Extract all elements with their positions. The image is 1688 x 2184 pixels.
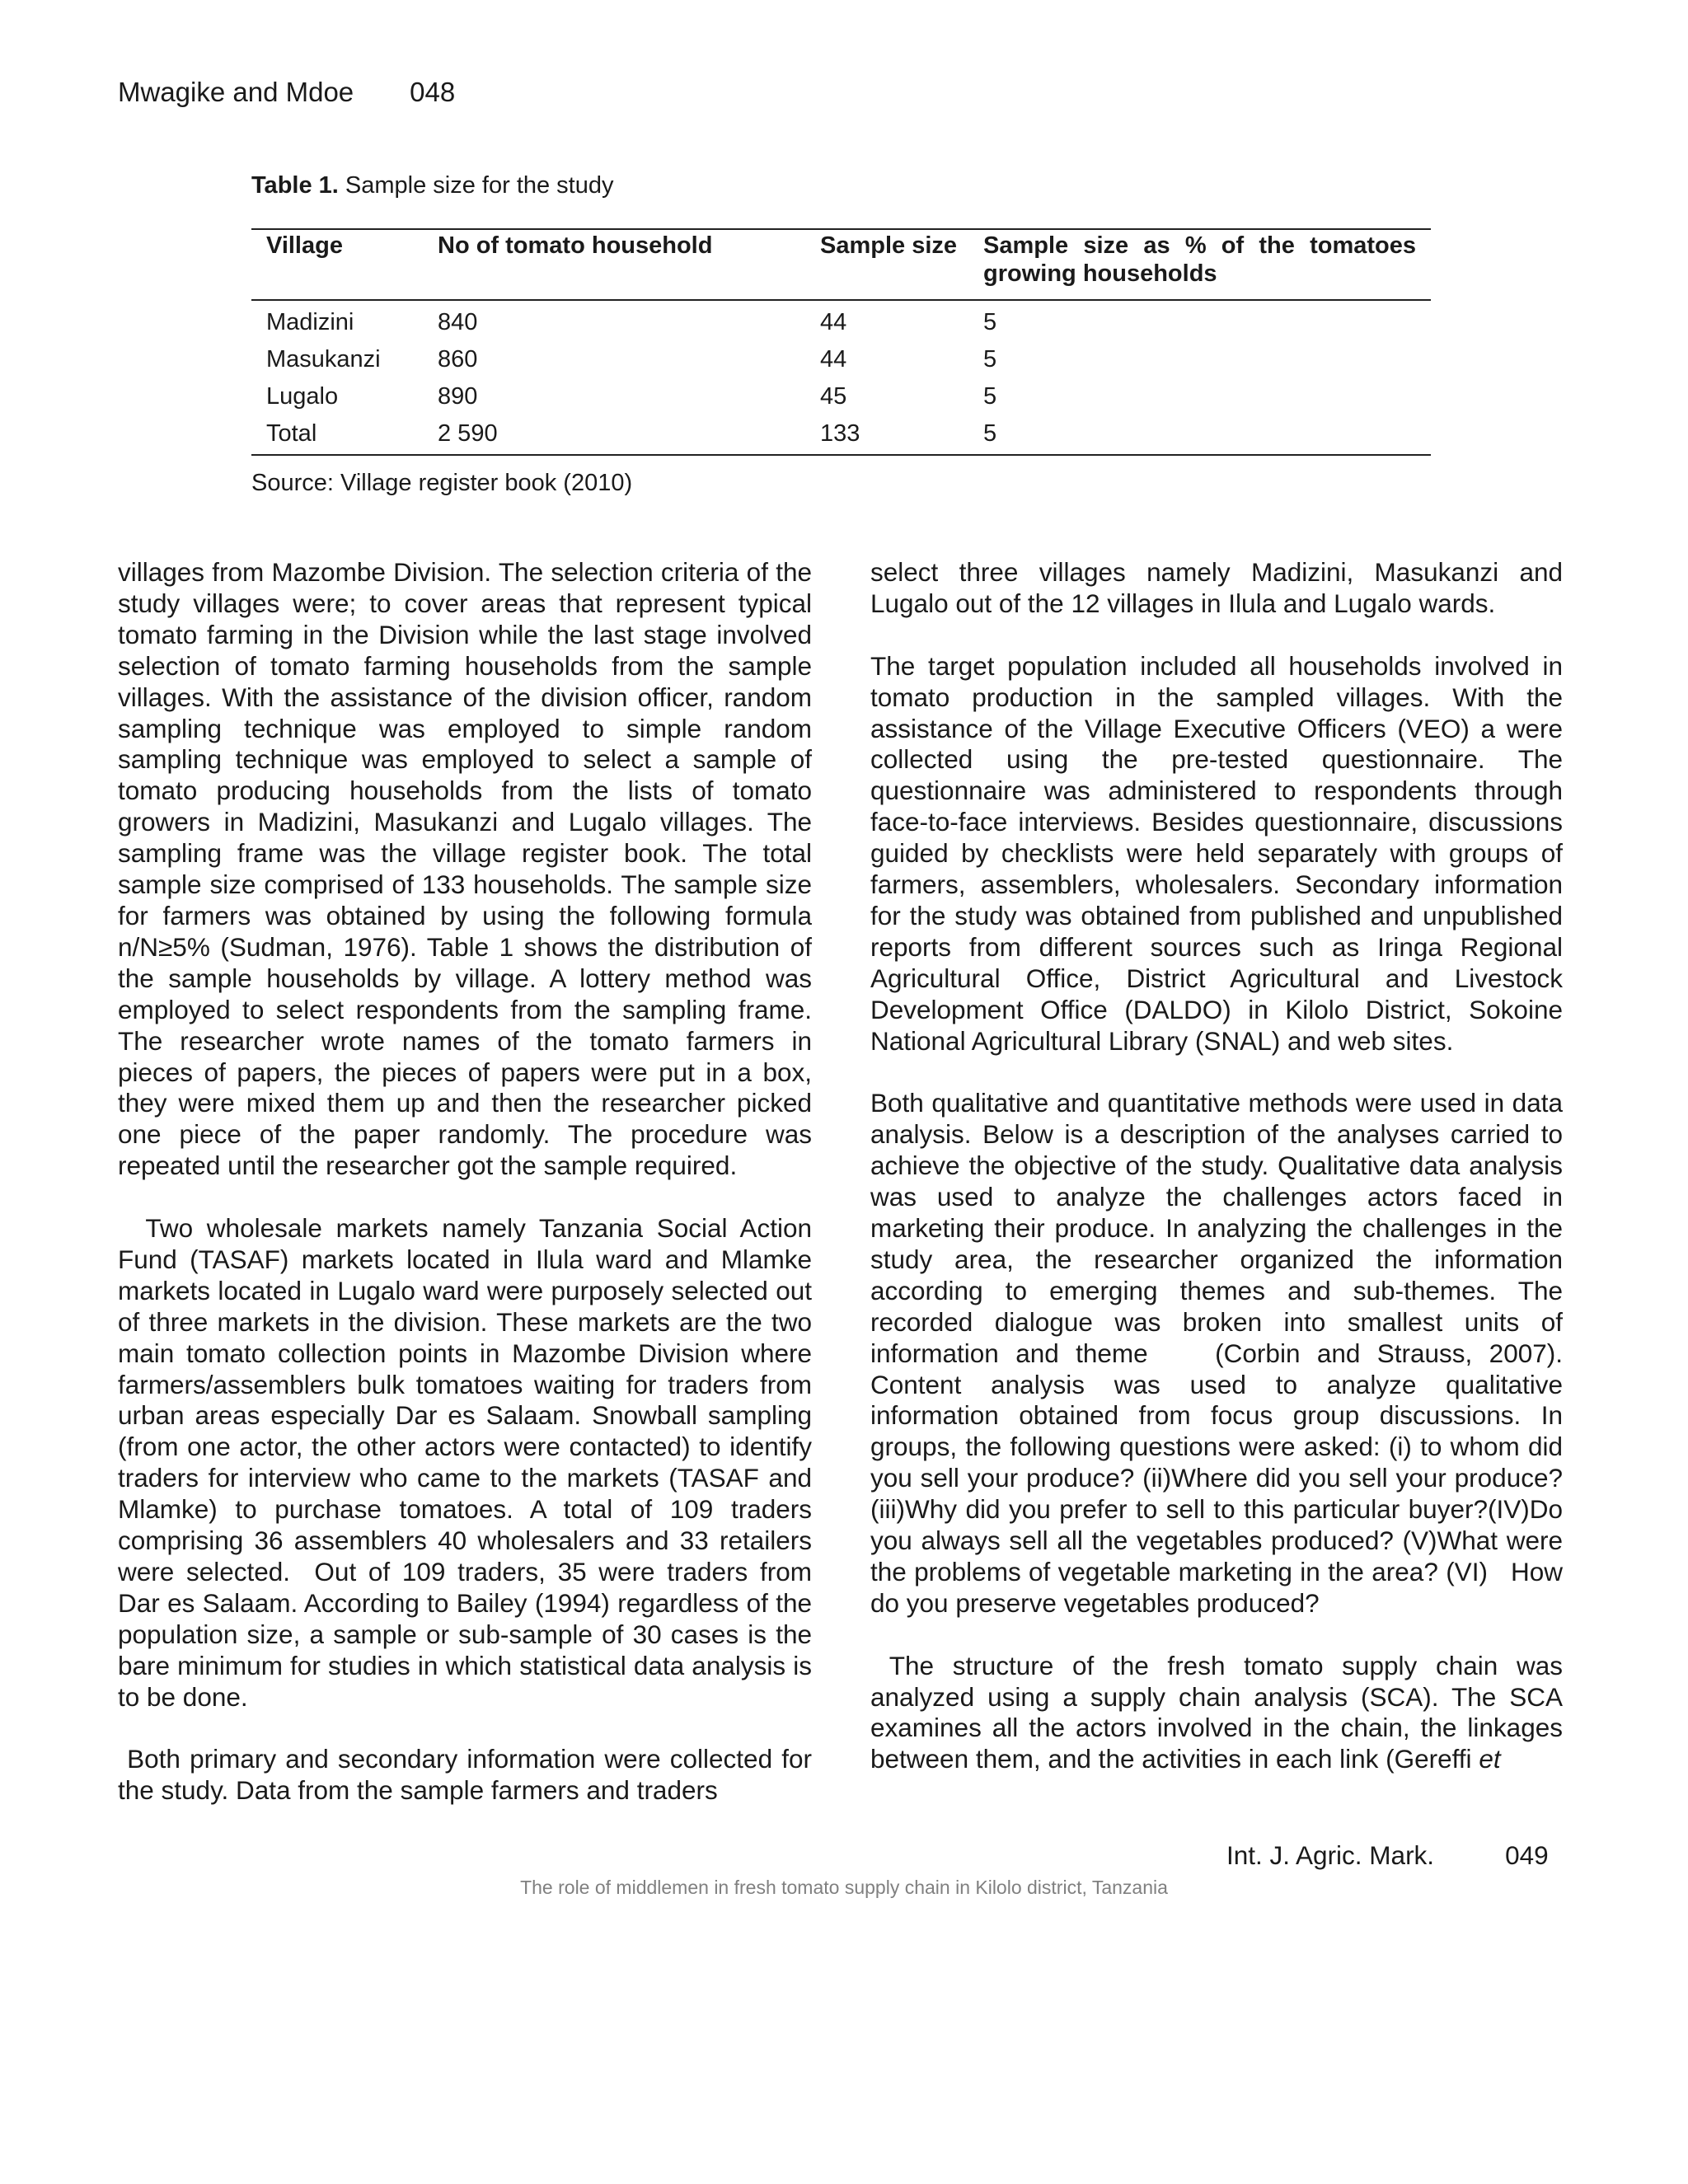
cell-percent: 5 — [983, 383, 997, 410]
cell-sample: 44 — [820, 309, 847, 335]
cell-households: 2 590 — [423, 415, 805, 455]
sample-size-table — [251, 228, 1431, 456]
cell-percent: 5 — [983, 309, 997, 335]
right-column — [870, 557, 1570, 1775]
header-authors: Mwagike and Mdoe — [118, 77, 354, 107]
body-paragraph: Both qualitative and quantitative methods were used in data analysis. Below is a description of the analyses carried to achieve the objective of the study. Qualitative data analysis was used to analyze the challenges actors faced in marketing their produce. In analyzing the challenges in the study area, the researcher organized the information according to emerging themes and sub-themes. The recorded dialogue was broken into smallest units of information and theme (Corbin and Strauss, 2007). Content analysis was used to analyze qualitative information obtained from focus group discussions. In groups, the following questions were asked: (i) to whom did you sell your produce? (ii)Where did you sell your produce? (iii)Why did you prefer to sell to this particular buyer?(IV)Do you always sell all the vegetables produced? (V)What were the problems of vegetable marketing in the area? (VI) How do you preserve vegetables produced? — [870, 1088, 1570, 1618]
cell-village: Masukanzi — [266, 346, 381, 373]
footer-page-number: 049 — [1505, 1840, 1549, 1870]
body-paragraph-last — [870, 1650, 1570, 1776]
table-source: Source: Village register book (2010) — [251, 470, 633, 496]
header-page-number: 048 — [410, 77, 456, 107]
body-paragraph: villages from Mazombe Division. The selection criteria of the study villages were; to cover areas that represent typical tomato farming in the Division while the last stage involved selection of tomato farming households from the sample villages. With the assistance of the division officer, random sampling technique was employed to simple random sampling technique was employed to select a sample of tomato producing households from the lists of tomato growers in Madizini, Masukanzi and Lugalo villages. The sampling frame was the village register book. The total sample size comprised of 133 households. The sample size for farmers was obtained by using the following formula n/N≥5% (Sudman, 1976). Table 1 shows the distribution of the sample households by village. A lottery method was employed to select respondents from the sampling frame. The researcher wrote names of the tomato farmers in pieces of papers, the pieces of papers were put in a box, they were mixed them up and then the researcher picked one piece of the paper randomly. The procedure was repeated until the researcher got the sample required. — [118, 557, 812, 1181]
table-row — [251, 415, 1431, 455]
page-header — [118, 76, 455, 109]
cell-households: 840 — [438, 309, 478, 335]
journal-footer — [1226, 1840, 1549, 1871]
header-sample-size: Sample size — [805, 229, 968, 300]
cell-village: Lugalo — [266, 383, 339, 410]
footer-journal: Int. J. Agric. Mark. — [1226, 1840, 1435, 1870]
cell-percent: 5 — [968, 415, 1431, 455]
cell-households: 860 — [438, 346, 478, 373]
body-paragraph: select three villages namely Madizini, Masukanzi and Lugalo out of the 12 villages in Ilula and Lugalo wards. — [870, 557, 1563, 618]
cell-percent: 5 — [983, 346, 997, 373]
table-row — [251, 300, 1431, 341]
cell-sample: 133 — [805, 415, 968, 455]
body-paragraph: Two wholesale markets namely Tanzania Social Action Fund (TASAF) markets located in Ilula ward and Mlamke markets located in Lugalo ward were purposely selected out of three markets in the division. These markets are the two main tomato collection points in Mazombe Division where farmers/assemblers bulk tomatoes waiting for traders from urban areas especially Dar es Salaam. Snowball sampling (from one actor, the other actors were contacted) to identify traders for interview who came to the markets (TASAF and Mlamke) to purchase tomatoes. A total of 109 traders comprising 36 assemblers 40 wholesalers and 33 retailers were selected. Out of 109 traders, 35 were traders from Dar es Salaam. According to Bailey (1994) regardless of the population size, a sample or sub-sample of 30 cases is the bare minimum for studies in which statistical data analysis is to be done. — [118, 1213, 819, 1712]
italic-et: et — [1479, 1744, 1501, 1774]
table-row — [251, 378, 1431, 415]
header-village: Village — [251, 229, 423, 300]
table-caption-label: Table 1. — [251, 172, 339, 199]
table-caption — [251, 171, 614, 200]
table-row — [251, 341, 1431, 378]
cell-sample: 44 — [820, 346, 847, 373]
running-title: The role of middlemen in fresh tomato supply chain in Kilolo district, Tanzania — [520, 1877, 1168, 1898]
cell-sample: 45 — [820, 383, 847, 410]
left-column — [118, 557, 819, 1807]
body-paragraph: Both primary and secondary information were collected for the study. Data from the sample farmers and traders — [118, 1744, 819, 1806]
body-paragraph: The target population included all households involved in tomato production in the sampled villages. With the assistance of the Village Executive Officers (VEO) a were collected using the pre-tested questionnaire. The questionnaire was administered to respondents through face-to-face interviews. Besides questionnaire, discussions guided by checklists were held separately with groups of farmers, assemblers, wholesalers. Secondary information for the study was obtained from published and unpublished reports from different sources such as Iringa Regional Agricultural Office, District Agricultural and Livestock Development Office (DALDO) in Kilolo District, Sokoine National Agricultural Library (SNAL) and web sites. — [870, 650, 1563, 1056]
header-percent: Sample size as % of the tomatoes growing households — [968, 229, 1431, 300]
cell-households: 890 — [438, 383, 478, 410]
table-caption-text: Sample size for the study — [338, 172, 614, 199]
cell-village: Total — [251, 415, 423, 455]
cell-village: Madizini — [266, 309, 354, 335]
table-header-row — [251, 229, 1431, 300]
header-households: No of tomato household — [423, 229, 805, 300]
body-paragraph-text: The structure of the fresh tomato supply chain was analyzed using a supply chain analysis (SCA). The SCA examines all the actors involved in the chain, the linkages between them, and the activities in each link (Gereffi — [870, 1650, 1570, 1774]
